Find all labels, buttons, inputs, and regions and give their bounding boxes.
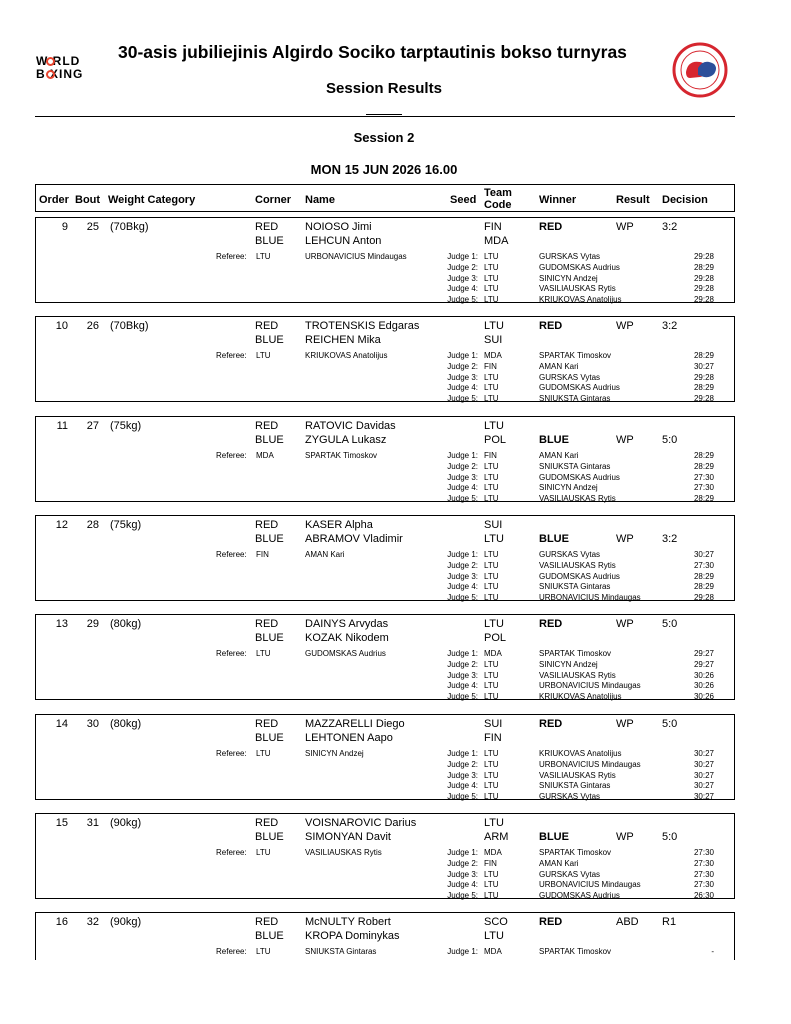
decision: 3:2: [662, 533, 678, 545]
judge-country: LTU: [484, 472, 499, 482]
team-blue: FIN: [484, 732, 502, 744]
bout-number: 31: [86, 817, 99, 829]
judge-score: 30:27: [693, 550, 714, 559]
team-red: LTU: [484, 618, 504, 630]
referee-name: SPARTAK Timoskov: [305, 451, 378, 460]
bout-order: 16: [55, 916, 68, 928]
page-subtitle: Session Results: [326, 80, 442, 97]
team-blue: LTU: [484, 533, 504, 545]
referee-label: Referee:: [216, 550, 247, 559]
judge-label: Judge 3:: [447, 273, 478, 283]
judge-label: Judge 4:: [447, 582, 478, 592]
referee-country: MDA: [256, 451, 274, 460]
logo-line-1: W RLD: [36, 54, 81, 68]
bout-order: 9: [61, 221, 68, 233]
corner-blue: BLUE: [255, 434, 284, 446]
judge-name: SNIUKSTA Gintaras: [539, 461, 611, 471]
result: WP: [616, 533, 634, 545]
result: WP: [616, 831, 634, 843]
bout-row: [35, 912, 735, 960]
judge-label: Judge 4:: [447, 880, 478, 890]
judge-label: Judge 1:: [447, 550, 478, 559]
judge-label: Judge 2:: [447, 659, 478, 669]
judge-label: Judge 5:: [447, 692, 478, 702]
judge-score: 29:28: [693, 252, 714, 261]
referee-label: Referee:: [216, 351, 247, 360]
referee-label: Referee:: [216, 848, 247, 857]
result: WP: [616, 434, 634, 446]
judge-score: 29:28: [693, 295, 714, 305]
judge-country: LTU: [484, 483, 499, 493]
judge-name: VASILIAUSKAS Rytis: [539, 494, 616, 504]
judge-country: LTU: [484, 383, 499, 393]
judge-label: Judge 3:: [447, 770, 478, 780]
judge-label: Judge 3:: [447, 670, 478, 680]
team-blue: POL: [484, 632, 507, 644]
boxer-red-name: DAINYS Arvydas: [305, 618, 389, 630]
decision: R1: [662, 916, 677, 928]
judge-country: MDA: [484, 947, 502, 956]
judge-label: Judge 1:: [447, 451, 478, 460]
winner: RED: [539, 618, 563, 630]
referee-name: VASILIAUSKAS Rytis: [305, 848, 382, 857]
judge-country: LTU: [484, 284, 499, 294]
result: WP: [616, 718, 634, 730]
judge-name: SPARTAK Timoskov: [539, 649, 612, 658]
judge-name: URBONAVICIUS Mindaugas: [539, 759, 641, 769]
team-red: FIN: [484, 221, 502, 233]
judge-name: SINICYN Andzej: [539, 659, 598, 669]
judge-name: KRIUKOVAS Anatolijus: [539, 692, 622, 702]
bout-order: 15: [55, 817, 68, 829]
judge-country: FIN: [484, 361, 497, 371]
logo-ring-icon: [46, 70, 55, 79]
result: WP: [616, 320, 634, 332]
judge-country: LTU: [484, 560, 499, 570]
winner: BLUE: [539, 831, 569, 843]
judge-label: Judge 5:: [447, 394, 478, 404]
boxer-blue-name: LEHTONEN Aapo: [305, 732, 393, 744]
corner-blue: BLUE: [255, 732, 284, 744]
bout-order: 10: [55, 320, 68, 332]
corner-blue: BLUE: [255, 334, 284, 346]
judge-name: GURSKAS Vytas: [539, 869, 601, 879]
boxer-red-name: RATOVIC Davidas: [305, 420, 396, 432]
logo-line-2: B XING: [36, 67, 84, 81]
result: ABD: [616, 916, 639, 928]
judge-country: LTU: [484, 252, 499, 261]
referee-country: LTU: [256, 848, 271, 857]
judge-score: 27:30: [693, 483, 714, 493]
judge-score: 30:27: [693, 781, 714, 791]
bout-number: 25: [86, 221, 99, 233]
col-name: Name: [305, 194, 335, 206]
judge-score: 29:28: [693, 372, 714, 382]
judge-name: URBONAVICIUS Mindaugas: [539, 593, 641, 603]
judge-label: Judge 1:: [447, 351, 478, 360]
winner: BLUE: [539, 434, 569, 446]
weight-category: (75kg): [110, 519, 142, 531]
judge-country: MDA: [484, 351, 502, 360]
bout-row: [35, 316, 735, 402]
boxer-blue-name: ABRAMOV Vladimir: [305, 533, 403, 545]
judge-label: Judge 5:: [447, 494, 478, 504]
boxer-red-name: KASER Alpha: [305, 519, 373, 531]
boxer-blue-name: ZYGULA Lukasz: [305, 434, 387, 446]
boxer-blue-name: KOZAK Nikodem: [305, 632, 389, 644]
judge-name: GUDOMSKAS Audrius: [539, 891, 620, 901]
col-decision: Decision: [662, 194, 708, 206]
judge-country: LTU: [484, 692, 499, 702]
col-corner: Corner: [255, 194, 292, 206]
judge-name: URBONAVICIUS Mindaugas: [539, 880, 641, 890]
corner-red: RED: [255, 718, 279, 730]
judge-name: GUDOMSKAS Audrius: [539, 262, 620, 272]
judge-country: LTU: [484, 681, 499, 691]
bout-row: [35, 416, 735, 502]
judge-country: LTU: [484, 494, 499, 504]
referee-label: Referee:: [216, 749, 247, 758]
judge-score: 28:29: [693, 494, 714, 504]
judge-score: 27:30: [693, 858, 714, 868]
judge-score: 28:29: [693, 582, 714, 592]
winner: RED: [539, 320, 563, 332]
judge-score: 28:29: [693, 351, 714, 360]
judge-score: 27:30: [693, 880, 714, 890]
corner-blue: BLUE: [255, 930, 284, 942]
judge-label: Judge 5:: [447, 792, 478, 802]
referee-label: Referee:: [216, 451, 247, 460]
corner-blue: BLUE: [255, 533, 284, 545]
referee-name: SINICYN Andzej: [305, 749, 364, 758]
judge-name: GUDOMSKAS Audrius: [539, 472, 620, 482]
judge-name: KRIUKOVAS Anatolijus: [539, 295, 622, 305]
corner-red: RED: [255, 320, 279, 332]
corner-blue: BLUE: [255, 632, 284, 644]
judge-score: 30:26: [693, 670, 714, 680]
weight-category: (70Bkg): [110, 320, 149, 332]
team-red: LTU: [484, 817, 504, 829]
session-datetime: MON 15 JUN 2026 16.00: [310, 162, 458, 177]
judge-country: LTU: [484, 372, 499, 382]
referee-label: Referee:: [216, 947, 247, 956]
col-team-2: Code: [484, 199, 512, 211]
judge-label: Judge 4:: [447, 284, 478, 294]
page-title: 30-asis jubiliejinis Algirdo Sociko tarptautinis bokso turnyras: [118, 42, 627, 62]
judge-country: LTU: [484, 880, 499, 890]
judge-name: SNIUKSTA Gintaras: [539, 582, 611, 592]
judge-country: LTU: [484, 295, 499, 305]
corner-red: RED: [255, 618, 279, 630]
judge-score: 27:30: [693, 560, 714, 570]
decision: 3:2: [662, 320, 678, 332]
weight-category: (80kg): [110, 618, 142, 630]
bout-number: 30: [86, 718, 99, 730]
divider: [35, 116, 735, 117]
referee-name: GUDOMSKAS Audrius: [305, 649, 386, 658]
bout-number: 28: [86, 519, 99, 531]
judge-name: GURSKAS Vytas: [539, 792, 601, 802]
logo-ring-icon: [46, 57, 55, 66]
decision: 5:0: [662, 831, 678, 843]
referee-country: LTU: [256, 649, 271, 658]
judge-label: Judge 1:: [447, 848, 478, 857]
judge-label: Judge 4:: [447, 681, 478, 691]
judge-label: Judge 3:: [447, 372, 478, 382]
judge-label: Judge 2:: [447, 759, 478, 769]
judge-country: LTU: [484, 891, 499, 901]
judge-country: LTU: [484, 550, 499, 559]
judge-score: 29:27: [693, 659, 714, 669]
referee-country: LTU: [256, 749, 271, 758]
judge-name: SINICYN Andzej: [539, 273, 598, 283]
divider-accent: [366, 114, 402, 115]
judge-score: 28:29: [693, 451, 714, 460]
judge-score: 28:29: [693, 461, 714, 471]
judge-score: 29:27: [693, 649, 714, 658]
judge-name: SPARTAK Timoskov: [539, 947, 612, 956]
judge-name: KRIUKOVAS Anatolijus: [539, 749, 622, 758]
judge-label: Judge 4:: [447, 483, 478, 493]
judge-name: GUDOMSKAS Audrius: [539, 383, 620, 393]
boxer-blue-name: LEHCUN Anton: [305, 235, 382, 247]
winner: RED: [539, 718, 563, 730]
team-blue: POL: [484, 434, 507, 446]
corner-red: RED: [255, 817, 279, 829]
boxer-red-name: TROTENSKIS Edgaras: [305, 320, 420, 332]
referee-label: Referee:: [216, 649, 247, 658]
judge-name: URBONAVICIUS Mindaugas: [539, 681, 641, 691]
boxer-red-name: VOISNAROVIC Darius: [305, 817, 417, 829]
judge-name: SNIUKSTA Gintaras: [539, 394, 611, 404]
judge-name: AMAN Kari: [539, 451, 579, 460]
referee-country: LTU: [256, 351, 271, 360]
corner-red: RED: [255, 519, 279, 531]
judge-name: GURSKAS Vytas: [539, 252, 601, 261]
weight-category: (75kg): [110, 420, 142, 432]
judge-label: Judge 2:: [447, 858, 478, 868]
judge-country: LTU: [484, 869, 499, 879]
col-order: Order: [39, 194, 69, 206]
team-blue: MDA: [484, 235, 509, 247]
col-result: Result: [616, 194, 650, 206]
judge-score: 30:27: [693, 759, 714, 769]
judge-name: SINICYN Andzej: [539, 483, 598, 493]
judge-score: 28:29: [693, 571, 714, 581]
judge-country: LTU: [484, 394, 499, 404]
judge-country: LTU: [484, 770, 499, 780]
judge-label: Judge 4:: [447, 383, 478, 393]
decision: 5:0: [662, 618, 678, 630]
judge-name: AMAN Kari: [539, 858, 579, 868]
judge-score: 30:27: [693, 361, 714, 371]
team-blue: SUI: [484, 334, 503, 346]
judge-score: 30:26: [693, 681, 714, 691]
bout-order: 11: [56, 420, 68, 432]
decision: 5:0: [662, 718, 678, 730]
judge-score: 28:29: [693, 383, 714, 393]
referee-country: LTU: [256, 252, 271, 261]
bout-row: [35, 515, 735, 601]
judge-score: 29:28: [693, 273, 714, 283]
corner-red: RED: [255, 916, 279, 928]
referee-country: FIN: [256, 550, 269, 559]
judge-country: MDA: [484, 848, 502, 857]
judge-label: Judge 5:: [447, 295, 478, 305]
judge-country: LTU: [484, 461, 499, 471]
judge-country: MDA: [484, 649, 502, 658]
judge-label: Judge 1:: [447, 649, 478, 658]
judge-score: 29:28: [693, 593, 714, 603]
result: WP: [616, 221, 634, 233]
referee-country: LTU: [256, 947, 271, 956]
judge-country: LTU: [484, 659, 499, 669]
judge-name: VASILIAUSKAS Rytis: [539, 670, 616, 680]
judge-label: Judge 3:: [447, 472, 478, 482]
judge-score: 29:28: [693, 284, 714, 294]
judge-name: GURSKAS Vytas: [539, 550, 601, 559]
col-seed: Seed: [450, 194, 477, 206]
judge-label: Judge 2:: [447, 361, 478, 371]
corner-red: RED: [255, 221, 279, 233]
boxer-red-name: McNULTY Robert: [305, 916, 391, 928]
team-red: SUI: [484, 718, 503, 730]
judge-label: Judge 4:: [447, 781, 478, 791]
corner-blue: BLUE: [255, 235, 284, 247]
referee-name: SNIUKSTA Gintaras: [305, 947, 377, 956]
boxer-blue-name: SIMONYAN Davit: [305, 831, 391, 843]
bout-number: 27: [86, 420, 99, 432]
judge-country: FIN: [484, 858, 497, 868]
judge-country: LTU: [484, 759, 499, 769]
judge-label: Judge 1:: [447, 947, 478, 956]
col-team-1: Team: [484, 187, 512, 199]
judge-score: 28:29: [693, 262, 714, 272]
boxer-blue-name: REICHEN Mika: [305, 334, 381, 346]
judge-country: LTU: [484, 582, 499, 592]
judge-name: GURSKAS Vytas: [539, 372, 601, 382]
team-red: LTU: [484, 320, 504, 332]
judge-name: VASILIAUSKAS Rytis: [539, 770, 616, 780]
judge-label: Judge 3:: [447, 571, 478, 581]
judge-label: Judge 1:: [447, 252, 478, 261]
weight-category: (90kg): [110, 916, 142, 928]
judge-country: LTU: [484, 670, 499, 680]
judge-name: GUDOMSKAS Audrius: [539, 571, 620, 581]
team-red: SCO: [484, 916, 508, 928]
bout-number: 29: [86, 618, 99, 630]
judge-score: 30:27: [693, 749, 714, 758]
referee-label: Referee:: [216, 252, 247, 261]
bout-row: [35, 714, 735, 800]
judge-name: VASILIAUSKAS Rytis: [539, 560, 616, 570]
winner: RED: [539, 221, 563, 233]
judge-country: LTU: [484, 571, 499, 581]
judge-label: Judge 1:: [447, 749, 478, 758]
judge-country: LTU: [484, 262, 499, 272]
team-blue: LTU: [484, 930, 504, 942]
judge-score: 29:28: [693, 394, 714, 404]
judge-label: Judge 2:: [447, 560, 478, 570]
judge-score: 27:30: [693, 869, 714, 879]
bout-order: 14: [55, 718, 68, 730]
bout-row: [35, 813, 735, 899]
judge-label: Judge 5:: [447, 891, 478, 901]
judge-country: LTU: [484, 792, 499, 802]
bout-order: 12: [55, 519, 68, 531]
judge-name: SPARTAK Timoskov: [539, 848, 612, 857]
corner-blue: BLUE: [255, 831, 284, 843]
judge-country: LTU: [484, 749, 499, 758]
judge-score: 30:27: [693, 770, 714, 780]
team-blue: ARM: [484, 831, 509, 843]
col-winner: Winner: [539, 194, 577, 206]
team-red: LTU: [484, 420, 504, 432]
boxer-red-name: MAZZARELLI Diego: [305, 718, 405, 730]
judge-country: LTU: [484, 273, 499, 283]
boxer-blue-name: KROPA Dominykas: [305, 930, 400, 942]
decision: 5:0: [662, 434, 678, 446]
judge-country: LTU: [484, 593, 499, 603]
weight-category: (90kg): [110, 817, 142, 829]
judge-label: Judge 3:: [447, 869, 478, 879]
bout-row: [35, 614, 735, 700]
bout-number: 26: [86, 320, 99, 332]
judge-score: 30:27: [693, 792, 714, 802]
weight-category: (80kg): [110, 718, 142, 730]
judge-score: -: [711, 947, 714, 956]
referee-name: URBONAVICIUS Mindaugas: [305, 252, 407, 261]
judge-score: 30:26: [693, 692, 714, 702]
decision: 3:2: [662, 221, 678, 233]
team-red: SUI: [484, 519, 503, 531]
judge-label: Judge 2:: [447, 461, 478, 471]
judge-name: AMAN Kari: [539, 361, 579, 371]
world-boxing-logo: [36, 53, 114, 83]
col-bout: Bout: [75, 194, 101, 206]
winner: BLUE: [539, 533, 569, 545]
bout-row: [35, 217, 735, 303]
table-header: [35, 184, 735, 212]
judge-label: Judge 5:: [447, 593, 478, 603]
weight-category: (70Bkg): [110, 221, 149, 233]
judge-country: FIN: [484, 451, 497, 460]
judge-score: 27:30: [693, 472, 714, 482]
winner: RED: [539, 916, 563, 928]
bout-order: 13: [55, 618, 68, 630]
col-weight: Weight Category: [108, 194, 196, 206]
referee-name: AMAN Kari: [305, 550, 345, 559]
judge-name: SNIUKSTA Gintaras: [539, 781, 611, 791]
boxer-red-name: NOIOSO Jimi: [305, 221, 372, 233]
judge-country: LTU: [484, 781, 499, 791]
bout-number: 32: [86, 916, 99, 928]
result: WP: [616, 618, 634, 630]
session-label: Session 2: [353, 130, 415, 145]
judge-name: SPARTAK Timoskov: [539, 351, 612, 360]
judge-name: VASILIAUSKAS Rytis: [539, 284, 616, 294]
corner-red: RED: [255, 420, 279, 432]
judge-score: 26:30: [693, 891, 714, 901]
referee-name: KRIUKOVAS Anatolijus: [305, 351, 388, 360]
judge-label: Judge 2:: [447, 262, 478, 272]
judge-score: 27:30: [693, 848, 714, 857]
